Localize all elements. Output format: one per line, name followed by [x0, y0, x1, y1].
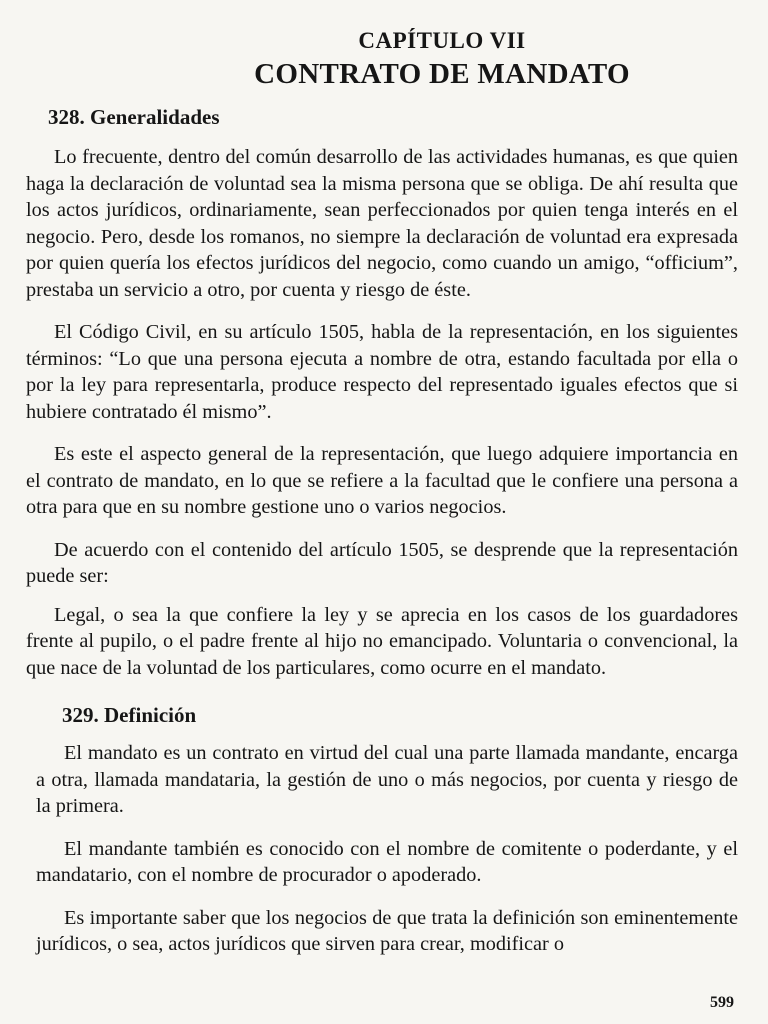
- section-heading: 329. Definición: [62, 703, 197, 727]
- paragraph: Es este el aspecto general de la representación, que luego adquiere importancia en el contrato de mandato, en lo que se refiere a la facultad que le confiere una persona a otra para que en su nombre gestione uno o varios negocios.: [26, 443, 738, 518]
- section-definicion: [26, 703, 738, 958]
- paragraph: El mandante también es conocido con el nombre de comitente o poderdante, y el mandatario, con el nombre de procurador o apoderado.: [36, 837, 738, 886]
- paragraph: Es importante saber que los negocios de que trata la definición son eminentemente jurídicos, o sea, actos jurídicos que sirven para crear, modificar o: [36, 906, 738, 955]
- paragraph: Lo frecuente, dentro del común desarrollo de las actividades humanas, es que quien haga la declaración de voluntad sea la misma persona que se obliga. De ahí resulta que los actos jurídicos, ordinariamente, sean perfeccionados por quien tenga interés en el negocio. Pero, desde los romanos, no siempre la declaración de voluntad era expresada por quien quería los efectos jurídicos del negocio, como cuando un amigo, “officium”, prestaba un servicio a otro, por cuenta y riesgo de éste.: [26, 146, 738, 301]
- page-number: 599: [710, 994, 734, 1011]
- chapter-label: CAPÍTULO VII: [358, 28, 526, 53]
- section-generalidades: [26, 105, 738, 681]
- paragraph: De acuerdo con el contenido del artículo 1505, se desprende que la representación puede ser:: [26, 538, 738, 587]
- paragraph: El mandato es un contrato en virtud del cual una parte llamada mandante, encarga a otra, llamada mandataria, la gestión de uno o más negocios, por cuenta y riesgo de la primera.: [36, 742, 738, 817]
- chapter-title: CONTRATO DE MANDATO: [254, 58, 630, 90]
- paragraph: El Código Civil, en su artículo 1505, habla de la representación, en los siguientes términos: “Lo que una persona ejecuta a nombre de otra, estando facultada por ella o por la ley para representarla, produce respecto del representado iguales efectos que si hubiere contratado él mismo”.: [26, 321, 738, 423]
- section-heading: 328. Generalidades: [48, 105, 220, 129]
- paragraph: Legal, o sea la que confiere la ley y se aprecia en los casos de los guardadores frente al pupilo, o el padre frente al hijo no emancipado. Voluntaria o convencional, la que nace de la voluntad de los particulares, como ocurre en el mandato.: [26, 603, 738, 679]
